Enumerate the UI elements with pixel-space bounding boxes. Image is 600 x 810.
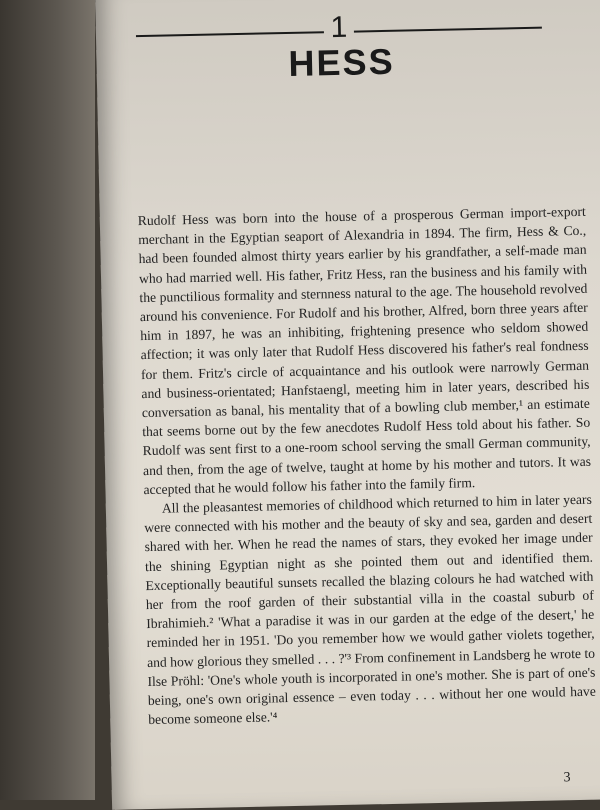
page-number: 3	[563, 770, 571, 786]
facing-page-edge	[0, 0, 95, 800]
chapter-rule-left	[136, 31, 324, 37]
paragraph-2: All the pleasantest memories of childhood which returned to him in later years were connected with his mother and the beauty of sky and sea, garden and desert shared with her. When he read the names of stars, they evoked her image under the shining Egyptian night as she pointed them out and identified them. Exceptionally beautiful sunsets recalled the blazing colours he had watched with her from the roof garden of their substantial villa in the coastal suburb of Ibrahimieh.² 'What a paradise it was in our garden at the edge of the desert,' he reminded her in 1951. 'Do you remember how we would gather violets together, and how glorious they smelled . . . ?'³ From confinement in Landsberg he wrote to Ilse Pröhl: 'One's whole youth is incorporated in one's mother. She is part of one's being, one's own original essence – even today . . . without her one would have become someone else.'⁴	[144, 491, 596, 728]
paragraph-1: Rudolf Hess was born into the house of a prosperous German import-export merchant in the Egyptian seaport of Alexandria in 1894. The firm, Hess & Co., had been founded almost thirty years earlier by his grandfather, a self-made man who had married well. His father, Fritz Hess, ran the business and his family with the punctilious formality and sternness natural to the age. The household revolved around his convenience. For Rudolf and his brother, Alfred, born three years after him in 1897, he was an inhibiting, frightening presence who seldom showed affection; it was only later that Rudolf Hess discovered his father's real fondness for them. Fritz's circle of acquaintance and his outlook were narrowly German and business-orientated; Hanfstaengl, meeting him in later years, described his conversation as banal, his mentality that of a bowling club member,¹ an estimate that seems borne out by the few anecdotes Rudolf Hess told about his father. So Rudolf was sent first to a one-room school serving the small German community, and then, from the age of twelve, taught at home by his mother and tutors. It was accepted that he would follow his father into the family firm.	[137, 203, 592, 497]
chapter-body	[138, 202, 597, 730]
book-page	[95, 0, 600, 810]
chapter-number: 1	[330, 10, 348, 45]
chapter-rule-right	[354, 27, 542, 33]
chapter-title: HESS	[288, 40, 396, 84]
